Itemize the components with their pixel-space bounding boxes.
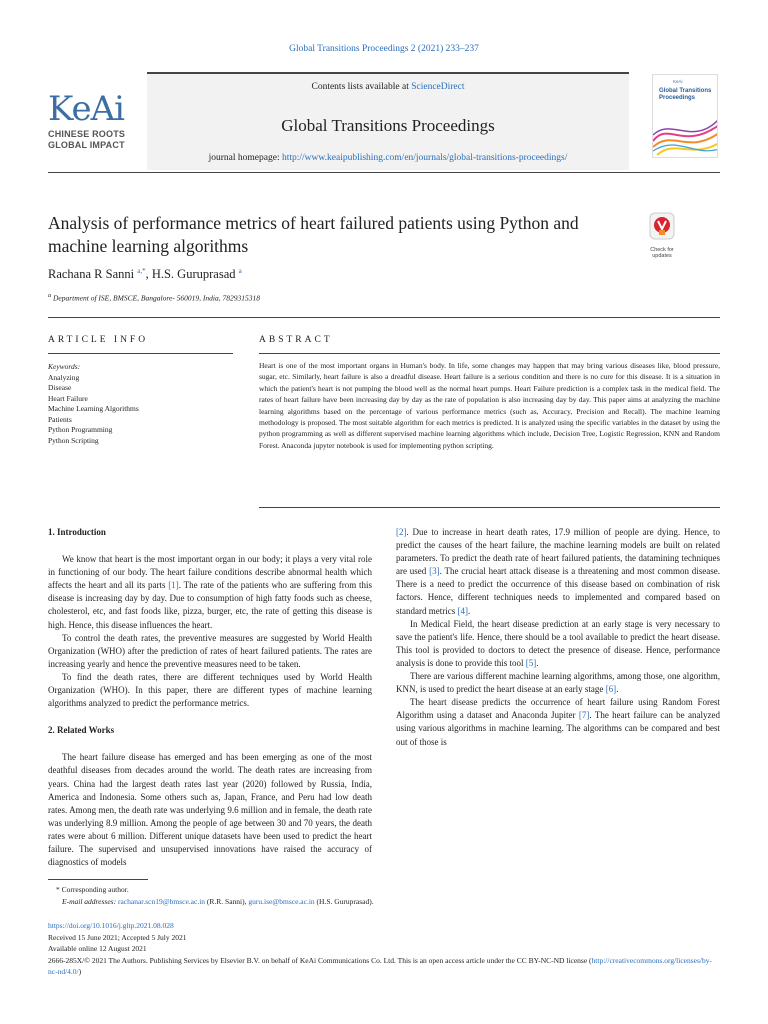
cover-title (659, 88, 711, 102)
citation-link[interactable]: [1] (168, 580, 179, 591)
author-separator: , (145, 267, 152, 282)
publication-info (48, 920, 720, 978)
keyword: Disease (48, 383, 72, 392)
journal-cover-thumbnail[interactable] (652, 74, 718, 158)
body-column-right (396, 526, 720, 749)
paragraph (48, 553, 372, 632)
paragraph-text: . The heart failure can be analyzed using various algorithms in machine learning. The algorithms can be compared and best out of those is (396, 710, 721, 747)
citation-link[interactable]: [3] (429, 566, 440, 577)
paragraph-text: The heart failure disease has emerged and has been emerging as one of the most deathful diseases from decades around the world. The death rates are increasing from years. China had the largest death rates last year (2020) followed by Russia, India, America and Indonesia. Some others such as, Japan, France, and Peru had low death rates. Among men, the death rate was underlying 9.6 million and in female, the death rate was underlying 8.9 million. Among the people of age between 30 and 70 years, the death rates were about 6 million. Different unique datasets have been used to predict the heart failure. The supervised and unsupervised innovations have raised the accuracy of diagnostics of models (48, 752, 372, 868)
received-accepted-dates: Received 15 June 2021; Accepted 5 July 2021 (48, 932, 187, 942)
footnote-text: Corresponding author. (61, 885, 129, 894)
abstract-text: Heart is one of the most important organs in Human's body. In life, some changes may happen that may bring various diseases like, blood pressure, sugar, etc. Similarly, heart failure is also a dreadful disease. Heart failure is a serious condition and there is no cure for this disease. It is a situation in which the patient's heart is not pumping the blood well as the normal heart pumps. Heart Failure prediction is a complex task in the medical field. The rates of heart failure have been increasing day by day as the rate of population is also increasing day by day. This paper aims at analyzing the machine learning algorithms based on the percentage of various performance metrics (such as, Accuracy, Precision and Recall). The machine learning methodology is proposed. The most suitable algorithm for each metrics is predicted. It is analyzed using the specific variables in the dataset by using the python programming as well as different supervised machine learning algorithms which include, Decision Tree, Logistic Regression, KNN and Random Forest. Anaconda jupyter notebook is used for implementing python scripting. (259, 361, 720, 450)
email-owner: (H.S. Guruprasad). (316, 896, 374, 906)
paragraph-text: . (536, 657, 539, 668)
paragraph-text: In Medical Field, the heart disease prediction at an early stage is very necessary to save the patient's life. Hence, there should be a tool available to predict the heart disease. This tool is provided to doctors to detect the presence of disease. Hence, performance analysis is done to provide this tool (396, 618, 720, 668)
journal-homepage-link[interactable]: http://www.keaipublishing.com/en/journals/global-transitions-proceedings/ (281, 153, 568, 163)
cover-artwork (653, 111, 718, 158)
keyword: Heart Failure (48, 393, 88, 403)
abstract-bottom-rule (259, 507, 720, 508)
crossmark-icon (649, 212, 675, 240)
journal-title: Global Transitions Proceedings (281, 116, 495, 135)
keyword: Python Programming (48, 425, 113, 434)
paragraph: To control the death rates, the preventive measures are suggested by World Health Organization (WHO) after the prediction of rates of heart failured patients. The rates are increasing yearly and hence the preventive measures need to be taken. (48, 632, 372, 669)
keyword: Python Scripting (48, 435, 99, 445)
email-owner: (R.R. Sanni), (206, 896, 247, 906)
article-info-heading: ARTICLE INFO (48, 335, 149, 345)
paragraph-text: . (467, 605, 471, 616)
keyword: Patients (48, 414, 72, 424)
contents-prefix: Contents lists available at (311, 82, 412, 92)
check-for-updates-badge[interactable] (643, 212, 681, 259)
running-head[interactable]: Global Transitions Proceedings 2 (2021) 233–237 (289, 44, 479, 54)
paragraph: To find the death rates, there are different techniques used by World Health Organization (WHO). In this paper, there are different types of machine learning algorithms analyzed to predict the performance metrics. (48, 671, 372, 709)
crossmark-label (643, 247, 681, 259)
affiliation-rule (48, 317, 720, 318)
license-text: 2666-285X/© 2021 The Authors. Publishing Services by Elsevier B.V. on behalf of KeAi Communications Co. Ltd. This is an open access article under the CC BY-NC-ND license ( (48, 955, 592, 965)
license-link[interactable]: http://creativecommons.org/licenses/by-nc-nd/4.0/ (48, 955, 713, 976)
paragraph (396, 696, 720, 748)
email-link[interactable]: rachanar.scn19@bmsce.ac.in (117, 896, 206, 906)
author-affil-mark[interactable]: a,* (137, 267, 146, 275)
logo-wordmark-text: KeAi (48, 89, 125, 129)
paragraph-continued (396, 526, 720, 618)
keyword: Analyzing (48, 372, 80, 382)
paragraph-text: There are various different machine learning algorithms, among those, one algorithm, KNN, is used to predict the heart disease at an early stage (396, 671, 720, 695)
article-title: Analysis of performance metrics of heart failured patients using Python and machine learning algorithms (48, 213, 579, 256)
abstract-heading: ABSTRACT (259, 335, 333, 345)
corresponding-author-note (48, 884, 720, 896)
footnotes (48, 884, 720, 907)
citation-link[interactable]: [5] (525, 657, 537, 668)
article-info-rule (48, 353, 233, 354)
affiliation-text: Department of ISE, BMSCE, Bangalore- 560019, India, 7829315318 (53, 293, 260, 303)
paragraph (396, 670, 720, 696)
author-affil-mark[interactable]: a (238, 267, 242, 275)
section-heading-introduction: 1. Introduction (48, 527, 106, 537)
paragraph (396, 618, 720, 670)
keai-logo (48, 89, 148, 151)
cover-title-line1: Global Transitions (659, 88, 712, 94)
abstract-rule (259, 353, 720, 354)
cover-title-line2: Proceedings (659, 95, 696, 101)
doi-link[interactable]: https://doi.org/10.1016/j.gltp.2021.08.028 (48, 921, 174, 930)
logo-tagline-line2: GLOBAL IMPACT (48, 140, 125, 150)
logo-tagline-line1: CHINESE ROOTS (48, 129, 126, 139)
author-name: H.S. Guruprasad (151, 267, 236, 282)
citation-link[interactable]: [6] (605, 684, 617, 695)
keywords-block (48, 362, 233, 446)
paragraph-text: . The crucial heart attack disease is a threatening and most common disease. There is a need to predict the occurrence of this disease based on combination of risk factors. Hence, different techniques needs to implemented and compared based on standard metrics (396, 566, 720, 616)
available-online-date: Available online 12 August 2021 (48, 944, 147, 953)
logo-wordmark (48, 89, 148, 129)
sciencedirect-link[interactable]: ScienceDirect (411, 82, 465, 92)
author-name: Rachana R Sanni (48, 267, 135, 282)
crossmark-line2: updates (652, 253, 672, 259)
cover-publisher: KeAi (673, 79, 683, 84)
citation-link[interactable]: [7] (578, 710, 590, 721)
paragraph-text: The heart disease predicts the occurrence of heart failure using Random Forest Algorithm using a dataset and Anaconda Jupiter (396, 697, 720, 721)
crossmark-line1: Check for (650, 247, 674, 253)
masthead-band (147, 72, 629, 170)
keyword: Machine Learning Algorithms (48, 404, 139, 413)
paragraph-text: . Due to increase in heart death rates, 17.9 million of people are dying. Hence, to predict the causes of the heart failure, the machine learning models are built on related parameters. To predict the death rate of heart failured patients, the datamining techniques are used (396, 527, 720, 577)
email-addresses-note (48, 896, 720, 908)
email-label: E-mail addresses: (62, 896, 117, 906)
footnote-rule (48, 879, 148, 880)
citation-link[interactable]: [4] (457, 605, 468, 616)
section-heading-related-works: 2. Related Works (48, 725, 115, 736)
affiliation (48, 292, 260, 303)
author-list (48, 267, 242, 282)
body-column-left (48, 526, 372, 869)
footnote-mark: * (56, 885, 60, 894)
license-statement (48, 955, 720, 978)
contents-line (147, 82, 629, 92)
paragraph-text: We know that heart is the most important organ in our body; it plays a very vital role in functioning of our body. The heart failure conditions describe abnormal health which affects the heart and all its parts (48, 554, 372, 591)
paragraph (48, 751, 372, 869)
masthead (48, 72, 720, 172)
masthead-bottom-rule (48, 172, 720, 173)
paragraph-text: . (616, 684, 619, 695)
logo-tagline (48, 129, 148, 151)
homepage-line (147, 153, 629, 163)
citation-link[interactable]: [2] (396, 527, 407, 537)
keywords-title: Keywords: (48, 362, 81, 371)
license-text-end: ) (78, 967, 82, 976)
homepage-prefix: journal homepage: (208, 153, 282, 163)
email-link[interactable]: guru.ise@bmsce.ac.in (248, 896, 315, 906)
paragraph-text: . The rate of the patients who are suffering from this disease is increasing day by day. Due to consumption of high fatty foods such as cheese, cholesterol, etc, and fast foods like, pizza, burger, etc, the rate of getting this disease is high. Hence, this disease influences the heart. (48, 580, 372, 630)
affiliation-mark: a (48, 292, 52, 299)
